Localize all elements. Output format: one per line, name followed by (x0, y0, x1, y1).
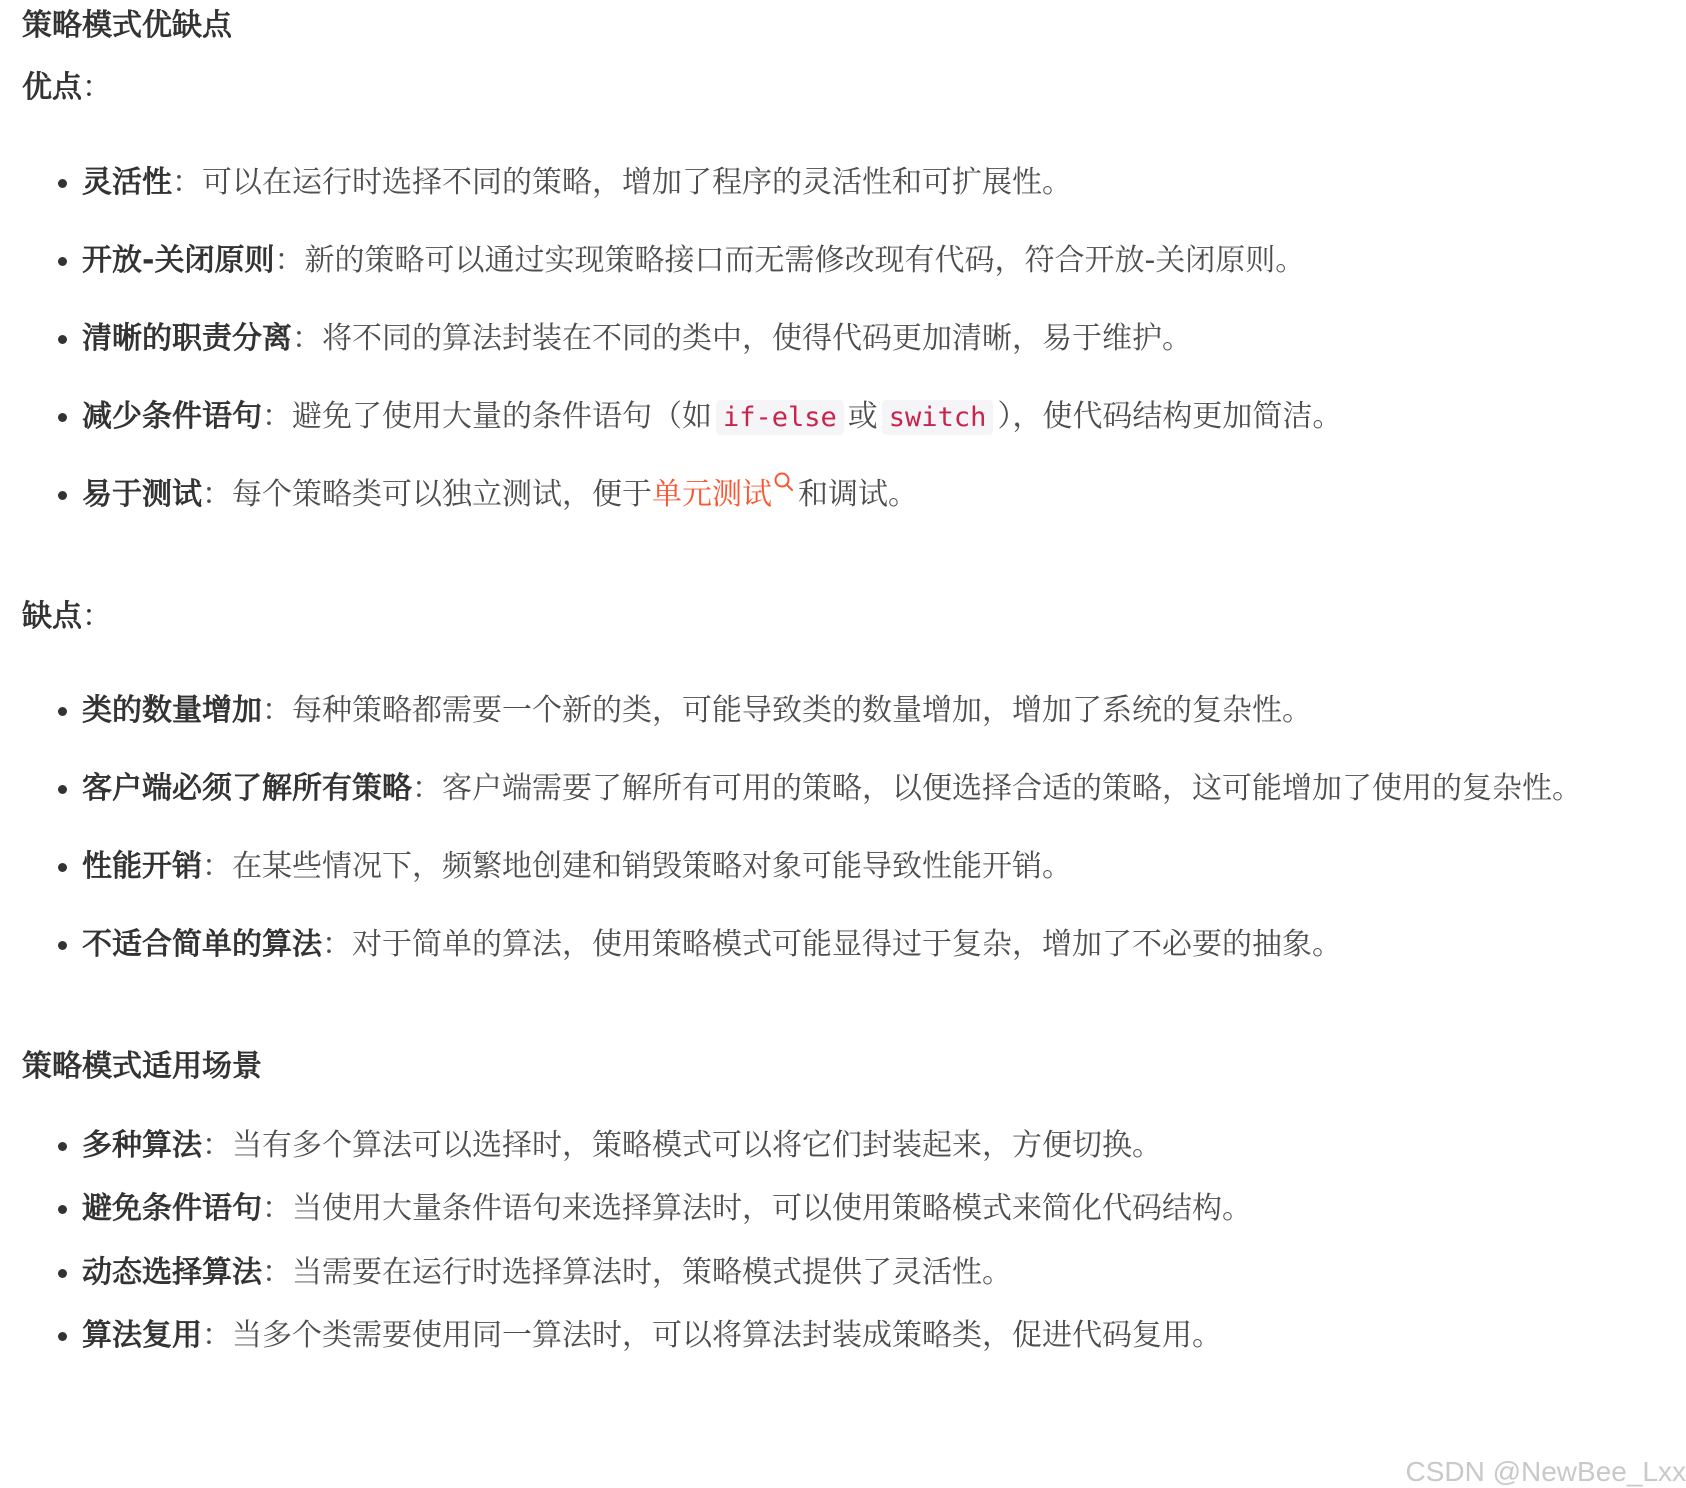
bullet-dot (58, 413, 67, 422)
cons-term: 类的数量增加 (82, 693, 262, 728)
bullet-dot (58, 491, 67, 500)
bullet-dot (58, 941, 67, 950)
article-body (22, 0, 1686, 1484)
scenario-desc: 当需要在运行时选择算法时，策略模式提供了灵活性。 (292, 1255, 1012, 1290)
cons-term: 客户端必须了解所有策略 (82, 771, 412, 806)
bullet-dot (58, 1269, 67, 1278)
pros-desc-after: ），使代码结构更加简洁。 (997, 399, 1343, 434)
term-colon: ： (262, 399, 292, 434)
bullet-dot (58, 257, 67, 266)
pros-desc-after: 和调试。 (798, 477, 918, 512)
scenario-term: 算法复用 (82, 1318, 202, 1353)
pros-term: 易于测试 (82, 477, 202, 512)
pros-term: 清晰的职责分离 (82, 321, 292, 356)
term-colon: ： (292, 321, 322, 356)
cons-colon: ： (82, 599, 112, 634)
pros-colon: ： (82, 70, 112, 105)
cons-desc: 客户端需要了解所有可用的策略，以便选择合适的策略，这可能增加了使用的复杂性。 (442, 771, 1582, 806)
pros-term: 灵活性 (82, 165, 172, 200)
term-colon: ： (202, 849, 232, 884)
pros-term: 减少条件语句 (82, 399, 262, 434)
pros-heading (22, 68, 112, 108)
cons-heading (22, 597, 112, 637)
section-title-pros-cons: 策略模式优缺点 (22, 8, 232, 43)
pros-desc-mid: 或 (847, 399, 878, 434)
scenario-desc: 当使用大量条件语句来选择算法时，可以使用策略模式来简化代码结构。 (292, 1191, 1252, 1226)
bullet-dot (58, 785, 67, 794)
bullet-dot (58, 179, 67, 188)
unit-test-link-text[interactable]: 单元测试 (652, 477, 772, 512)
term-colon: ： (202, 1318, 232, 1353)
term-colon: ： (202, 1128, 232, 1163)
search-icon[interactable] (774, 471, 794, 495)
cons-desc: 在某些情况下，频繁地创建和销毁策略对象可能导致性能开销。 (232, 849, 1072, 884)
cons-desc: 每种策略都需要一个新的类，可能导致类的数量增加，增加了系统的复杂性。 (292, 693, 1312, 728)
term-colon: ： (262, 1191, 292, 1226)
watermark: CSDN @NewBee_Lxx (1405, 1456, 1686, 1487)
scenario-desc: 当有多个算法可以选择时，策略模式可以将它们封装起来，方便切换。 (232, 1128, 1162, 1163)
inline-code-if-else: if-else (716, 400, 844, 435)
pros-label: 优点 (22, 70, 82, 105)
term-colon: ： (262, 693, 292, 728)
bullet-dot (58, 335, 67, 344)
cons-term: 性能开销 (82, 849, 202, 884)
scenario-term: 避免条件语句 (82, 1191, 262, 1226)
bullet-dot (58, 707, 67, 716)
cons-desc: 对于简单的算法，使用策略模式可能显得过于复杂，增加了不必要的抽象。 (352, 927, 1342, 962)
scenario-term: 动态选择算法 (82, 1255, 262, 1290)
pros-term: 开放-关闭原则 (82, 243, 275, 278)
term-colon: ： (262, 1255, 292, 1290)
cons-label: 缺点 (22, 599, 82, 634)
cons-term: 不适合简单的算法 (82, 927, 322, 962)
term-colon: ： (412, 771, 442, 806)
section-title-scenarios: 策略模式适用场景 (22, 1049, 262, 1084)
unit-test-link[interactable] (652, 477, 798, 512)
term-colon: ： (172, 165, 202, 200)
scenario-term: 多种算法 (82, 1128, 202, 1163)
pros-desc: 可以在运行时选择不同的策略，增加了程序的灵活性和可扩展性。 (202, 165, 1072, 200)
term-colon: ： (322, 927, 352, 962)
bullet-dot (58, 1332, 67, 1341)
term-colon: ： (274, 243, 305, 278)
pros-desc: 将不同的算法封装在不同的类中，使得代码更加清晰，易于维护。 (322, 321, 1192, 356)
pros-desc-before: 避免了使用大量的条件语句（如 (292, 399, 712, 434)
bullet-dot (58, 863, 67, 872)
bullet-dot (58, 1205, 67, 1214)
scenario-desc: 当多个类需要使用同一算法时，可以将算法封装成策略类，促进代码复用。 (232, 1318, 1222, 1353)
pros-desc: 新的策略可以通过实现策略接口而无需修改现有代码，符合开放-关闭原则。 (304, 243, 1306, 278)
pros-desc-before: 每个策略类可以独立测试，便于 (232, 477, 652, 512)
inline-code-switch: switch (882, 400, 994, 435)
term-colon: ： (202, 477, 232, 512)
bullet-dot (58, 1142, 67, 1151)
